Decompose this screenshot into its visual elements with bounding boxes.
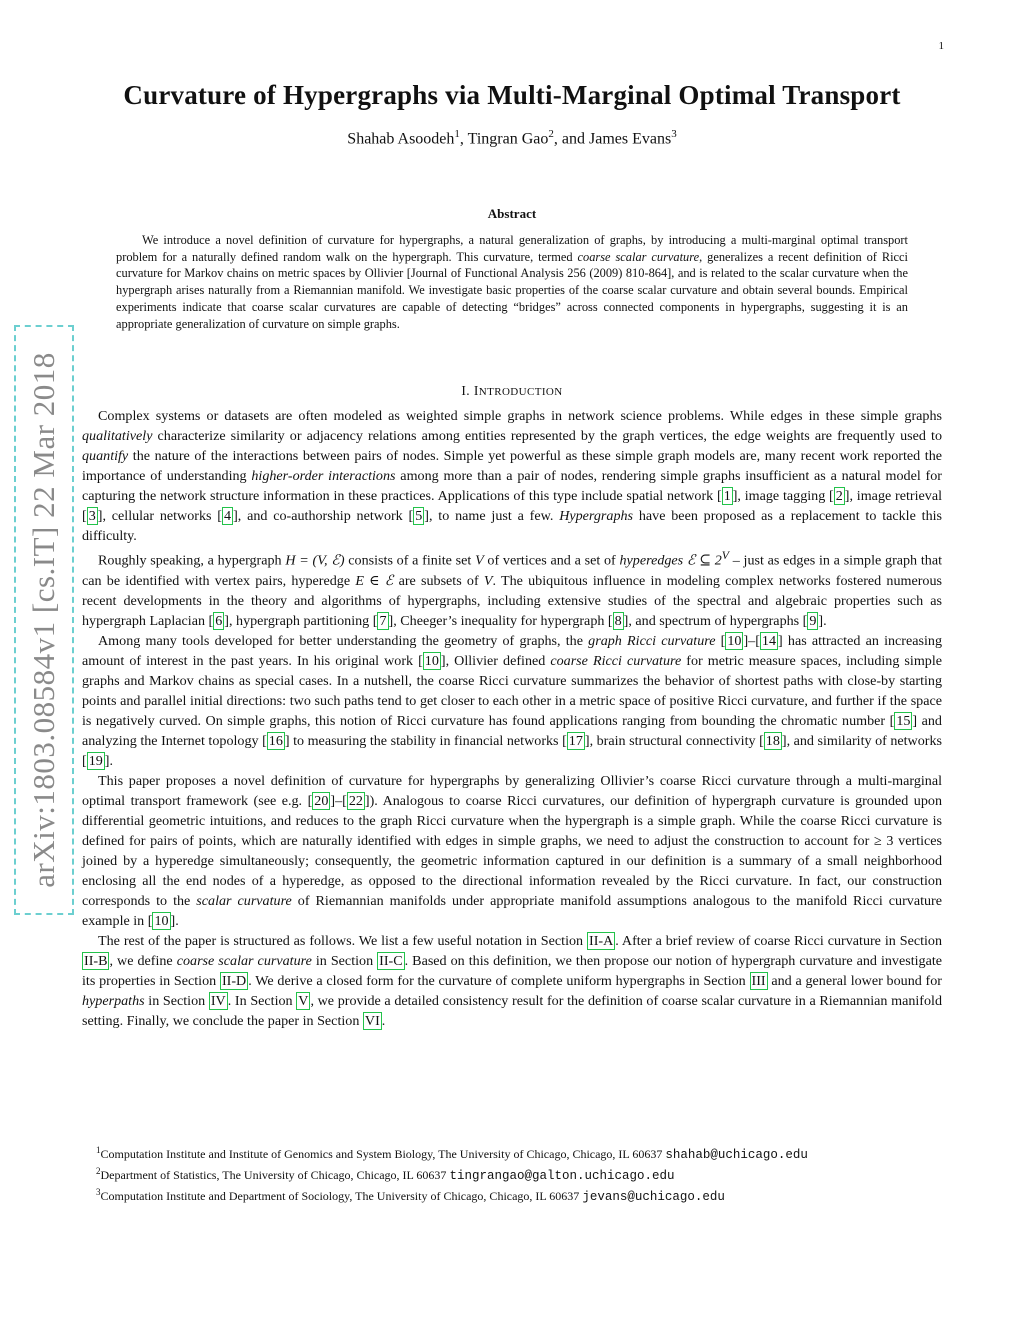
abstract-heading: Abstract xyxy=(487,206,537,221)
section-link[interactable]: II-B xyxy=(84,952,108,969)
arxiv-stamp-label: arXiv:1803.08584v1 [cs.IT] 22 Mar 2018 xyxy=(26,352,61,888)
arxiv-stamp[interactable] xyxy=(14,325,74,915)
paragraph: The rest of the paper is structured as follows. We list a few useful notation in Section II-A . After a brief review of coarse Ricci curvature in Section II-B , we define coarse scalar curvature in Section II-C . Based on this definition, we then propose our notion of hypergraph curvature and investigate its properties in Section II-D . We derive a closed form for the curvature of complete uniform hypergraphs in Section III and a general lower bound for hyperpaths in Section IV . In Section V , we provide a detailed consistency result for the definition of coarse scalar curvature in a Riemannian manifold setting. Finally, we conclude the paper in Section VI . xyxy=(82,932,943,1029)
citation-link[interactable]: 7 xyxy=(379,612,387,629)
page-number: 1 xyxy=(938,40,944,52)
author-list: Shahab Asoodeh$^1$, Tingran Gao$^2$, and James Evans$^3$ xyxy=(347,128,677,148)
author-name: Shahab Asoodeh xyxy=(347,130,455,148)
footnote: $^3$Computation Institute and Department of Sociology, The University of Chicago, Chicago, IL 60637 jevans@uchicago.edu xyxy=(96,1187,725,1204)
paragraph: Complex systems or datasets are often modeled as weighted simple graphs in network science problems. While edges in these simple graphs qualitatively characterize similarity or adjacency relations among entities represented by the graph vertices, the edge weights are frequently used to quantify the nature of the interactions between pairs of nodes. Simple yet powerful as these simple graph models are, many recent work reported the importance of understanding higher-order interactions among more than a pair of nodes, rendering simple graphs insufficient as a natural model for capturing the network structure information in these practices. Applications of this type include spatial network [ 1 ], image tagging [ 2 ], image retrieval [ 3 ], cellular networks [ 4 ], and co-authorship network [ 5 ], to name just a few. Hypergraphs have been proposed as a replacement to tackle this difficulty. xyxy=(82,408,943,544)
footnote: $^2$Department of Statistics, The University of Chicago, Chicago, IL 60637 tingrangao@galton.uchicago.edu xyxy=(96,1166,675,1183)
citation-link[interactable]: 14 xyxy=(761,632,776,649)
citation-link[interactable]: 20 xyxy=(314,792,329,809)
body-text xyxy=(82,406,942,1031)
section-link[interactable]: II-A xyxy=(589,932,614,949)
abstract-text: We introduce a novel definition of curvature for hypergraphs, a natural generalization of graphs, by introducing a multi-marginal optimal transport problem for a naturally defined random walk on the hypergraph. This curvature, termed coarse scalar curvature, generalizes a recent definition of Ricci curvature for Markov chains on metric spaces by Ollivier [Journal of Functional Analysis 256 (2009) 810-864], and is related to the scalar curvature when the hypergraph arises naturally from a Riemannian manifold. We investigate basic properties of the coarse scalar curvature and obtain several bounds. Empirical experiments indicate that coarse scalar curvatures are capable of detecting “bridges” across connected components in hypergraphs, suggesting it is an appropriate generalization of curvature on simple graphs. xyxy=(116,233,908,331)
math: V xyxy=(483,572,493,589)
section-link[interactable]: VI xyxy=(364,1012,380,1029)
paragraph: This paper proposes a novel definition of curvature for hypergraphs by generalizing Ollivier’s coarse Ricci curvature through a multi-marginal optimal transport framework (see e.g. [ 20 ]–[ 22 ]). Analogous to coarse Ricci curvatures, our definition of hypergraph curvature is grounded upon differential geometric intuitions, and reduces to the graph Ricci curvature when the hypergraph is a simple graph. While the coarse Ricci curvature is defined for pairs of points, which are naturally identified with edges in simple graphs, we need to adjust the construction to account for ≥ 3 vertices joined by a hyperedge simultaneously; consequently, the geometric information captured in our definition is a summary of a small neighborhood enclosing all the end nodes of a hyperedge, as opposed to the directional information revealed by the Ricci curvature. In fact, our construction corresponds to the scalar curvature of Riemannian manifolds under appropriate manifold assumptions analogous to the manifold Ricci curvature example in [ 10 ]. xyxy=(82,772,942,929)
citation-link[interactable]: 2 xyxy=(835,488,843,504)
citation-link[interactable]: 6 xyxy=(215,612,223,629)
section-link[interactable]: II-C xyxy=(379,952,403,969)
citation-link[interactable]: 1 xyxy=(723,488,731,504)
affiliation-mark: 2 xyxy=(548,128,554,140)
section-heading-introduction: I. INTRODUCTION xyxy=(461,383,563,398)
citation-link[interactable]: 19 xyxy=(88,752,103,769)
footnote: $^1$Computation Institute and Institute of Genomics and System Biology, The University of Chicago, Chicago, IL 60637 shahab@uchicago.edu xyxy=(96,1145,808,1162)
author-name: Tingran Gao xyxy=(467,130,549,148)
footnotes xyxy=(96,1142,946,1205)
affiliation-mark: 3 xyxy=(671,128,677,140)
citation-link[interactable]: 17 xyxy=(568,732,583,749)
math: E ∈ ℰ xyxy=(355,572,394,589)
paragraph: Roughly speaking, a hypergraph H = (V, ℰ) consists of a finite set V of vertices and a set of hyperedges ℰ ⊆ $2^V$ – just as edges in a simple graph that can be identified with vertex pairs, hyperedge E ∈ ℰ are subsets of V. The ubiquitous influence in modeling complex networks fostered numerous recent developments in the theory and algorithms of hypergraphs, including extensive studies of the spectral and algebraic properties such as hypergraph Laplacian [ 6 ], hypergraph partitioning [ 7 ], Cheeger’s inequality for hypergraph [ 8 ], and spectrum of hypergraphs [ 9 ]. xyxy=(82,549,943,629)
section-link[interactable]: V xyxy=(298,992,309,1009)
affiliation-mark: 1 xyxy=(454,128,460,140)
math: ℰ ⊆ 2 xyxy=(686,552,722,569)
author-name: James Evans xyxy=(588,130,672,148)
citation-link[interactable]: 10 xyxy=(154,912,169,929)
section-link[interactable]: IV xyxy=(210,992,226,1009)
email-link[interactable]: tingrangao@galton.uchicago.edu xyxy=(449,1169,675,1183)
citation-link[interactable]: 10 xyxy=(727,632,742,649)
citation-link[interactable]: 18 xyxy=(765,732,780,749)
math: H = (V, ℰ) xyxy=(285,552,345,569)
citation-link[interactable]: 8 xyxy=(614,612,622,629)
citation-link[interactable]: 10 xyxy=(424,652,439,669)
citation-link[interactable]: 15 xyxy=(896,712,911,729)
math: V xyxy=(475,552,484,569)
section-link[interactable]: III xyxy=(751,972,766,989)
citation-link[interactable]: 5 xyxy=(415,508,423,524)
email-link[interactable]: jevans@uchicago.edu xyxy=(582,1190,725,1204)
paragraph: Among many tools developed for better understanding the geometry of graphs, the graph Ricci curvature [ 10 ]–[ 14 ] has attracted an increasing amount of interest in the past years. In his original work [ 10 ], Ollivier defined coarse Ricci curvature for metric measure spaces, including simple graphs and Markov chains as special cases. In a nutshell, the coarse Ricci curvature summarizes the behavior of shortest paths with close-by starting points and parallel initial directions: two such paths tend to get closer to each other in a metric space of positive Ricci curvature, and further if the space is negatively curved. On simple graphs, this notion of Ricci curvature has found applications ranging from bounding the chromatic number [ 15 ] and analyzing the Internet topology [ 16 ] to measuring the stability in financial networks [ 17 ], brain structural connectivity [ 18 ], and similarity of networks [ 19 ]. xyxy=(82,632,943,769)
math: ≥ 3 xyxy=(873,832,894,849)
email-link[interactable]: shahab@uchicago.edu xyxy=(665,1148,808,1162)
section-link[interactable]: II-D xyxy=(221,972,247,989)
citation-link[interactable]: 16 xyxy=(268,732,283,749)
citation-link[interactable]: 9 xyxy=(809,612,817,629)
paper-title: Curvature of Hypergraphs via Multi-Marginal Optimal Transport xyxy=(123,80,901,110)
citation-link[interactable]: 3 xyxy=(88,508,96,524)
citation-link[interactable]: 22 xyxy=(348,792,363,809)
citation-link[interactable]: 4 xyxy=(224,508,232,524)
